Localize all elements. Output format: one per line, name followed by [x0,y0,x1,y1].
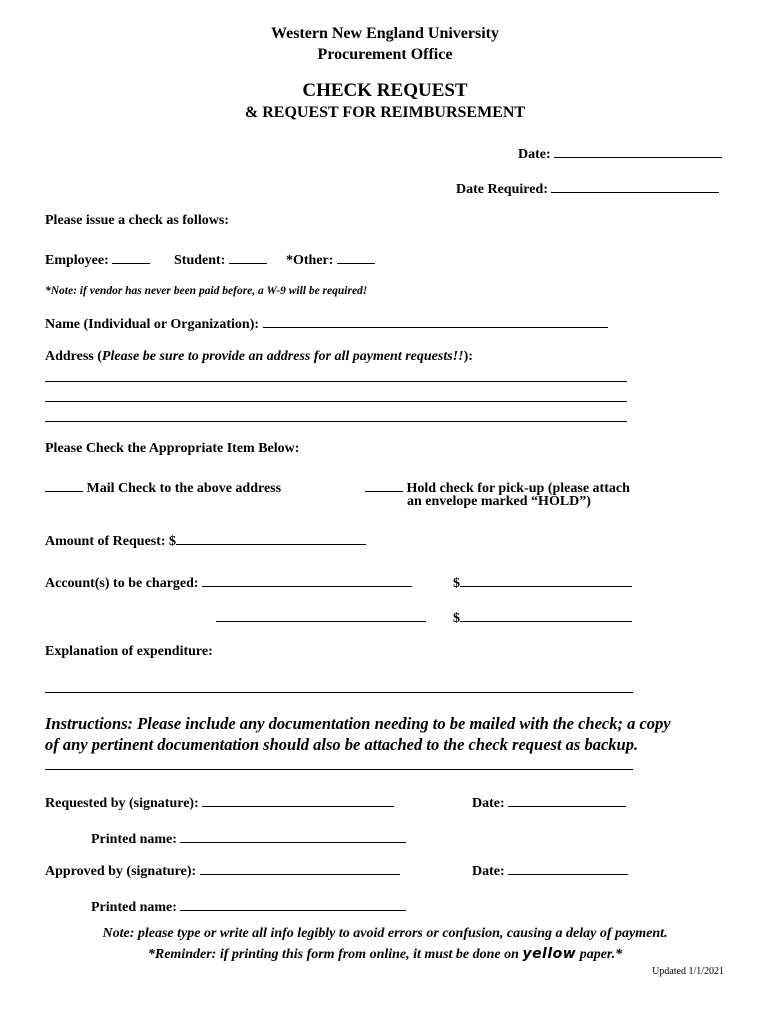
address-line-2[interactable] [45,401,627,402]
date-required-label: Date Required: [456,182,548,197]
mail-check-label: Mail Check to the above address [86,481,282,496]
other-checkbox-line[interactable] [337,249,375,264]
legibility-note: Note: please type or write all info legibly to avoid errors or confusion, causing a delay of payment. [102,926,668,941]
date-field [518,143,722,163]
yellow-paper-reminder [0,946,770,963]
other-label: *Other: [286,253,334,268]
date-required-input-line[interactable] [551,178,719,193]
approved-printed-name-label: Printed name: [91,900,177,915]
check-item-heading: Please Check the Appropriate Item Below: [45,441,300,456]
address-note: Please be sure to provide an address for all payment requests!! [101,349,464,364]
approved-date-label: Date: [472,864,505,879]
other-field [286,249,375,269]
office-name: Procurement Office [317,46,453,63]
address-line-1[interactable] [45,381,627,382]
requested-printed-name-line[interactable] [180,828,406,843]
university-name: Western New England University [271,25,499,42]
reminder-before: *Reminder: if printing this form from online, it must be done on [147,947,523,962]
hold-check-label-line2: an envelope marked “HOLD”) [407,494,591,509]
date-label: Date: [518,147,551,162]
requested-date-field [472,792,626,812]
name-label: Name (Individual or Organization): [45,317,260,332]
account-1-amount [453,572,632,592]
amount-label: Amount of Request: $ [45,534,177,549]
requested-by-field [45,792,394,812]
approved-by-field [45,860,400,880]
date-input-line[interactable] [554,143,722,158]
account-1-input-line[interactable] [202,572,412,587]
updated-date: Updated 1/1/2021 [652,966,724,977]
student-field [174,249,267,269]
instructions-line-2: of any pertinent documentation should also be attached to the check request as backup. [45,735,639,754]
student-label: Student: [174,253,226,268]
requested-date-line[interactable] [508,792,626,807]
name-input-line[interactable] [263,313,608,328]
requested-by-label: Requested by (signature): [45,796,199,811]
hold-check-label-line1: Hold check for pick-up (please attach [406,481,630,496]
employee-checkbox-line[interactable] [112,249,150,264]
employee-label: Employee: [45,253,109,268]
date-required-field [456,178,719,198]
approved-date-line[interactable] [508,860,628,875]
dollar-sign-2: $ [453,611,460,626]
name-field [45,313,608,333]
employee-field [45,249,150,269]
requested-printed-name-label: Printed name: [91,832,177,847]
account-2-amount-line[interactable] [460,607,632,622]
mail-check-option [45,477,281,497]
form-subtitle: & REQUEST FOR REIMBURSEMENT [244,104,526,121]
address-label-text: Address ( [45,349,102,364]
issue-check-label: Please issue a check as follows: [45,213,229,228]
approved-date-field [472,860,628,880]
mail-check-checkbox-line[interactable] [45,477,83,492]
approved-printed-name-field [91,896,406,916]
approved-printed-name-line[interactable] [180,896,406,911]
reminder-after: paper.* [576,947,623,962]
student-checkbox-line[interactable] [229,249,267,264]
amount-input-line[interactable] [176,530,366,545]
amount-field [45,530,366,550]
dollar-sign-1: $ [453,576,460,591]
approved-by-signature-line[interactable] [200,860,400,875]
requested-date-label: Date: [472,796,505,811]
reminder-yellow-word: yellow [522,946,577,962]
account-1-amount-line[interactable] [460,572,632,587]
approved-by-label: Approved by (signature): [45,864,197,879]
hold-check-checkbox-line[interactable] [365,477,403,492]
address-line-3[interactable] [45,421,627,422]
address-label-close: ): [463,349,473,364]
accounts-label: Account(s) to be charged: [45,576,199,591]
instructions-divider [45,769,633,770]
w9-note: *Note: if vendor has never been paid before, a W-9 will be required! [45,285,368,297]
explanation-label: Explanation of expenditure: [45,644,213,659]
instructions-line-1: Instructions: Please include any documentation needing to be mailed with the check; a copy [45,714,671,733]
requested-by-signature-line[interactable] [202,792,394,807]
form-title: CHECK REQUEST [302,80,468,101]
accounts-field [45,572,412,592]
account-2-input-line[interactable] [216,621,426,622]
account-2-amount [453,607,632,627]
address-label [45,349,473,365]
requested-printed-name-field [91,828,406,848]
explanation-line[interactable] [45,692,633,693]
